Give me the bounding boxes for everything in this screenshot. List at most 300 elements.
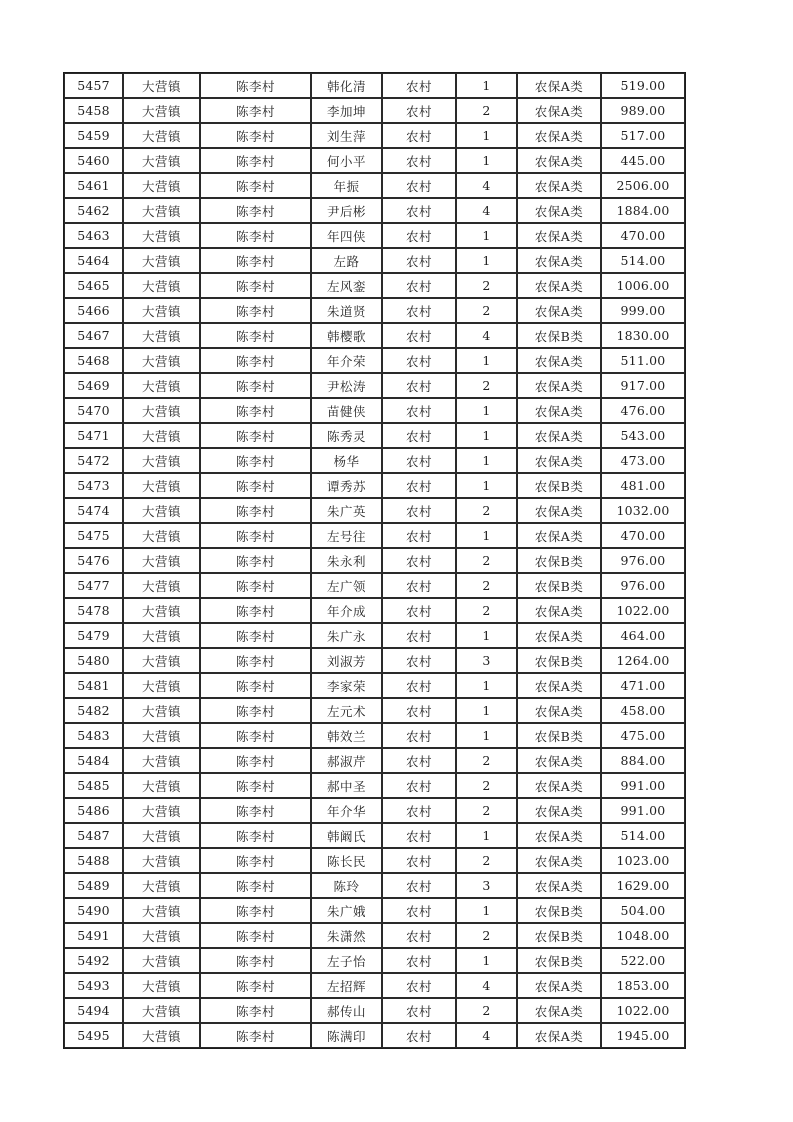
table-row bbox=[64, 798, 685, 823]
cell-insurance-category: 农保A类 bbox=[517, 173, 601, 198]
cell-person-count: 1 bbox=[456, 623, 517, 648]
cell-residence-type: 农村 bbox=[382, 323, 456, 348]
cell-insurance-category: 农保A类 bbox=[517, 348, 601, 373]
cell-residence-type: 农村 bbox=[382, 748, 456, 773]
cell-insurance-category: 农保A类 bbox=[517, 398, 601, 423]
cell-person-name: 韩效兰 bbox=[311, 723, 382, 748]
cell-amount: 976.00 bbox=[601, 573, 685, 598]
cell-serial-number: 5491 bbox=[64, 923, 123, 948]
cell-insurance-category: 农保A类 bbox=[517, 448, 601, 473]
cell-amount: 884.00 bbox=[601, 748, 685, 773]
cell-person-name: 尹松涛 bbox=[311, 373, 382, 398]
cell-village: 陈李村 bbox=[200, 598, 311, 623]
cell-person-count: 1 bbox=[456, 123, 517, 148]
cell-residence-type: 农村 bbox=[382, 723, 456, 748]
cell-insurance-category: 农保A类 bbox=[517, 73, 601, 98]
cell-person-count: 2 bbox=[456, 498, 517, 523]
cell-serial-number: 5459 bbox=[64, 123, 123, 148]
cell-person-name: 左广领 bbox=[311, 573, 382, 598]
cell-residence-type: 农村 bbox=[382, 473, 456, 498]
cell-village: 陈李村 bbox=[200, 848, 311, 873]
cell-amount: 2506.00 bbox=[601, 173, 685, 198]
cell-person-count: 2 bbox=[456, 798, 517, 823]
cell-insurance-category: 农保B类 bbox=[517, 548, 601, 573]
cell-person-name: 年介华 bbox=[311, 798, 382, 823]
cell-residence-type: 农村 bbox=[382, 848, 456, 873]
cell-insurance-category: 农保A类 bbox=[517, 748, 601, 773]
cell-residence-type: 农村 bbox=[382, 398, 456, 423]
cell-village: 陈李村 bbox=[200, 873, 311, 898]
cell-person-count: 1 bbox=[456, 348, 517, 373]
cell-village: 陈李村 bbox=[200, 73, 311, 98]
table-row bbox=[64, 473, 685, 498]
cell-insurance-category: 农保A类 bbox=[517, 523, 601, 548]
cell-village: 陈李村 bbox=[200, 323, 311, 348]
table-row bbox=[64, 923, 685, 948]
cell-person-name: 李家荣 bbox=[311, 673, 382, 698]
cell-person-count: 1 bbox=[456, 398, 517, 423]
cell-serial-number: 5471 bbox=[64, 423, 123, 448]
cell-residence-type: 农村 bbox=[382, 698, 456, 723]
cell-person-name: 陈玲 bbox=[311, 873, 382, 898]
cell-person-name: 郝中圣 bbox=[311, 773, 382, 798]
cell-town: 大营镇 bbox=[123, 948, 200, 973]
cell-residence-type: 农村 bbox=[382, 348, 456, 373]
cell-residence-type: 农村 bbox=[382, 923, 456, 948]
cell-amount: 1032.00 bbox=[601, 498, 685, 523]
cell-insurance-category: 农保A类 bbox=[517, 848, 601, 873]
table-row bbox=[64, 848, 685, 873]
cell-person-name: 郝淑芹 bbox=[311, 748, 382, 773]
table-row bbox=[64, 648, 685, 673]
cell-person-name: 年振 bbox=[311, 173, 382, 198]
table-row bbox=[64, 1023, 685, 1048]
table-row bbox=[64, 148, 685, 173]
cell-person-name: 何小平 bbox=[311, 148, 382, 173]
table-row bbox=[64, 348, 685, 373]
cell-serial-number: 5495 bbox=[64, 1023, 123, 1048]
cell-village: 陈李村 bbox=[200, 248, 311, 273]
cell-village: 陈李村 bbox=[200, 773, 311, 798]
cell-town: 大营镇 bbox=[123, 798, 200, 823]
cell-person-count: 1 bbox=[456, 698, 517, 723]
cell-insurance-category: 农保B类 bbox=[517, 898, 601, 923]
cell-town: 大营镇 bbox=[123, 173, 200, 198]
cell-amount: 514.00 bbox=[601, 823, 685, 848]
cell-person-name: 谭秀苏 bbox=[311, 473, 382, 498]
cell-person-count: 1 bbox=[456, 73, 517, 98]
cell-amount: 481.00 bbox=[601, 473, 685, 498]
cell-residence-type: 农村 bbox=[382, 648, 456, 673]
cell-amount: 476.00 bbox=[601, 398, 685, 423]
cell-insurance-category: 农保A类 bbox=[517, 823, 601, 848]
cell-person-name: 左号往 bbox=[311, 523, 382, 548]
cell-person-name: 左招辉 bbox=[311, 973, 382, 998]
cell-insurance-category: 农保A类 bbox=[517, 123, 601, 148]
cell-village: 陈李村 bbox=[200, 698, 311, 723]
cell-person-count: 4 bbox=[456, 323, 517, 348]
cell-amount: 475.00 bbox=[601, 723, 685, 748]
cell-person-name: 朱广永 bbox=[311, 623, 382, 648]
cell-insurance-category: 农保A类 bbox=[517, 423, 601, 448]
cell-town: 大营镇 bbox=[123, 423, 200, 448]
cell-village: 陈李村 bbox=[200, 798, 311, 823]
cell-person-name: 朱永利 bbox=[311, 548, 382, 573]
cell-person-count: 2 bbox=[456, 273, 517, 298]
cell-town: 大营镇 bbox=[123, 223, 200, 248]
insurance-roster-table bbox=[63, 72, 686, 1049]
cell-person-name: 韩樱歌 bbox=[311, 323, 382, 348]
table-row bbox=[64, 823, 685, 848]
cell-town: 大营镇 bbox=[123, 498, 200, 523]
cell-village: 陈李村 bbox=[200, 448, 311, 473]
table-row bbox=[64, 673, 685, 698]
cell-serial-number: 5484 bbox=[64, 748, 123, 773]
cell-amount: 1022.00 bbox=[601, 998, 685, 1023]
cell-person-count: 2 bbox=[456, 848, 517, 873]
cell-person-name: 苗健侠 bbox=[311, 398, 382, 423]
table-row bbox=[64, 198, 685, 223]
cell-amount: 543.00 bbox=[601, 423, 685, 448]
cell-serial-number: 5461 bbox=[64, 173, 123, 198]
cell-amount: 1884.00 bbox=[601, 198, 685, 223]
cell-town: 大营镇 bbox=[123, 648, 200, 673]
cell-person-count: 2 bbox=[456, 998, 517, 1023]
cell-insurance-category: 农保A类 bbox=[517, 598, 601, 623]
cell-town: 大营镇 bbox=[123, 448, 200, 473]
cell-amount: 991.00 bbox=[601, 773, 685, 798]
cell-person-count: 1 bbox=[456, 148, 517, 173]
cell-residence-type: 农村 bbox=[382, 598, 456, 623]
cell-village: 陈李村 bbox=[200, 973, 311, 998]
cell-residence-type: 农村 bbox=[382, 448, 456, 473]
cell-insurance-category: 农保B类 bbox=[517, 323, 601, 348]
cell-village: 陈李村 bbox=[200, 648, 311, 673]
table-row bbox=[64, 873, 685, 898]
cell-village: 陈李村 bbox=[200, 423, 311, 448]
cell-amount: 517.00 bbox=[601, 123, 685, 148]
cell-town: 大营镇 bbox=[123, 523, 200, 548]
cell-town: 大营镇 bbox=[123, 98, 200, 123]
cell-serial-number: 5468 bbox=[64, 348, 123, 373]
cell-person-name: 朱广英 bbox=[311, 498, 382, 523]
cell-person-count: 2 bbox=[456, 373, 517, 398]
cell-serial-number: 5476 bbox=[64, 548, 123, 573]
cell-amount: 511.00 bbox=[601, 348, 685, 373]
cell-insurance-category: 农保B类 bbox=[517, 473, 601, 498]
cell-amount: 1853.00 bbox=[601, 973, 685, 998]
cell-village: 陈李村 bbox=[200, 573, 311, 598]
cell-village: 陈李村 bbox=[200, 623, 311, 648]
cell-amount: 917.00 bbox=[601, 373, 685, 398]
cell-person-name: 李加坤 bbox=[311, 98, 382, 123]
cell-insurance-category: 农保A类 bbox=[517, 773, 601, 798]
cell-person-count: 3 bbox=[456, 648, 517, 673]
cell-insurance-category: 农保B类 bbox=[517, 648, 601, 673]
cell-serial-number: 5464 bbox=[64, 248, 123, 273]
cell-person-count: 4 bbox=[456, 173, 517, 198]
cell-insurance-category: 农保A类 bbox=[517, 198, 601, 223]
cell-residence-type: 农村 bbox=[382, 248, 456, 273]
cell-residence-type: 农村 bbox=[382, 823, 456, 848]
cell-amount: 1629.00 bbox=[601, 873, 685, 898]
cell-town: 大营镇 bbox=[123, 248, 200, 273]
cell-town: 大营镇 bbox=[123, 348, 200, 373]
table-row bbox=[64, 773, 685, 798]
cell-amount: 514.00 bbox=[601, 248, 685, 273]
cell-amount: 989.00 bbox=[601, 98, 685, 123]
cell-residence-type: 农村 bbox=[382, 948, 456, 973]
cell-insurance-category: 农保A类 bbox=[517, 273, 601, 298]
cell-village: 陈李村 bbox=[200, 473, 311, 498]
cell-person-count: 1 bbox=[456, 948, 517, 973]
cell-town: 大营镇 bbox=[123, 373, 200, 398]
cell-town: 大营镇 bbox=[123, 973, 200, 998]
cell-insurance-category: 农保A类 bbox=[517, 623, 601, 648]
cell-person-name: 朱道贤 bbox=[311, 298, 382, 323]
cell-amount: 1006.00 bbox=[601, 273, 685, 298]
cell-town: 大营镇 bbox=[123, 473, 200, 498]
cell-amount: 471.00 bbox=[601, 673, 685, 698]
cell-person-count: 2 bbox=[456, 298, 517, 323]
cell-amount: 991.00 bbox=[601, 798, 685, 823]
cell-insurance-category: 农保A类 bbox=[517, 98, 601, 123]
cell-residence-type: 农村 bbox=[382, 873, 456, 898]
cell-amount: 1023.00 bbox=[601, 848, 685, 873]
cell-amount: 470.00 bbox=[601, 523, 685, 548]
cell-serial-number: 5472 bbox=[64, 448, 123, 473]
cell-residence-type: 农村 bbox=[382, 123, 456, 148]
table-row bbox=[64, 298, 685, 323]
cell-serial-number: 5475 bbox=[64, 523, 123, 548]
cell-person-count: 3 bbox=[456, 873, 517, 898]
table-row bbox=[64, 448, 685, 473]
cell-insurance-category: 农保A类 bbox=[517, 873, 601, 898]
cell-residence-type: 农村 bbox=[382, 98, 456, 123]
cell-serial-number: 5462 bbox=[64, 198, 123, 223]
cell-serial-number: 5469 bbox=[64, 373, 123, 398]
cell-person-count: 1 bbox=[456, 473, 517, 498]
cell-town: 大营镇 bbox=[123, 873, 200, 898]
cell-insurance-category: 农保A类 bbox=[517, 298, 601, 323]
cell-town: 大营镇 bbox=[123, 273, 200, 298]
table-row bbox=[64, 498, 685, 523]
table-row bbox=[64, 423, 685, 448]
cell-person-count: 2 bbox=[456, 748, 517, 773]
cell-town: 大营镇 bbox=[123, 773, 200, 798]
cell-insurance-category: 农保A类 bbox=[517, 973, 601, 998]
cell-person-name: 韩阚氏 bbox=[311, 823, 382, 848]
cell-town: 大营镇 bbox=[123, 1023, 200, 1048]
cell-person-name: 左风銮 bbox=[311, 273, 382, 298]
cell-serial-number: 5460 bbox=[64, 148, 123, 173]
cell-residence-type: 农村 bbox=[382, 973, 456, 998]
cell-village: 陈李村 bbox=[200, 823, 311, 848]
cell-residence-type: 农村 bbox=[382, 898, 456, 923]
cell-town: 大营镇 bbox=[123, 123, 200, 148]
cell-town: 大营镇 bbox=[123, 748, 200, 773]
cell-residence-type: 农村 bbox=[382, 798, 456, 823]
cell-town: 大营镇 bbox=[123, 323, 200, 348]
cell-person-name: 左元术 bbox=[311, 698, 382, 723]
cell-serial-number: 5477 bbox=[64, 573, 123, 598]
cell-village: 陈李村 bbox=[200, 398, 311, 423]
cell-residence-type: 农村 bbox=[382, 1023, 456, 1048]
table-row bbox=[64, 98, 685, 123]
cell-village: 陈李村 bbox=[200, 923, 311, 948]
cell-residence-type: 农村 bbox=[382, 173, 456, 198]
cell-insurance-category: 农保A类 bbox=[517, 698, 601, 723]
cell-village: 陈李村 bbox=[200, 523, 311, 548]
cell-serial-number: 5466 bbox=[64, 298, 123, 323]
cell-person-name: 左子怡 bbox=[311, 948, 382, 973]
cell-village: 陈李村 bbox=[200, 1023, 311, 1048]
cell-serial-number: 5487 bbox=[64, 823, 123, 848]
cell-village: 陈李村 bbox=[200, 548, 311, 573]
cell-amount: 522.00 bbox=[601, 948, 685, 973]
cell-village: 陈李村 bbox=[200, 98, 311, 123]
table-body bbox=[64, 73, 685, 1048]
cell-person-name: 刘生萍 bbox=[311, 123, 382, 148]
cell-serial-number: 5465 bbox=[64, 273, 123, 298]
cell-amount: 1830.00 bbox=[601, 323, 685, 348]
cell-person-count: 2 bbox=[456, 98, 517, 123]
cell-person-count: 1 bbox=[456, 448, 517, 473]
cell-serial-number: 5485 bbox=[64, 773, 123, 798]
cell-person-count: 1 bbox=[456, 223, 517, 248]
cell-person-name: 年介荣 bbox=[311, 348, 382, 373]
cell-amount: 1264.00 bbox=[601, 648, 685, 673]
cell-insurance-category: 农保A类 bbox=[517, 798, 601, 823]
cell-residence-type: 农村 bbox=[382, 673, 456, 698]
cell-town: 大营镇 bbox=[123, 823, 200, 848]
table-row bbox=[64, 748, 685, 773]
cell-insurance-category: 农保B类 bbox=[517, 923, 601, 948]
cell-town: 大营镇 bbox=[123, 548, 200, 573]
cell-village: 陈李村 bbox=[200, 148, 311, 173]
table-row bbox=[64, 548, 685, 573]
cell-serial-number: 5470 bbox=[64, 398, 123, 423]
cell-person-name: 刘淑芳 bbox=[311, 648, 382, 673]
cell-person-name: 年四侠 bbox=[311, 223, 382, 248]
cell-town: 大营镇 bbox=[123, 298, 200, 323]
cell-serial-number: 5480 bbox=[64, 648, 123, 673]
cell-person-count: 1 bbox=[456, 523, 517, 548]
cell-serial-number: 5494 bbox=[64, 998, 123, 1023]
cell-village: 陈李村 bbox=[200, 298, 311, 323]
cell-person-count: 2 bbox=[456, 548, 517, 573]
table-row bbox=[64, 223, 685, 248]
cell-person-name: 陈长民 bbox=[311, 848, 382, 873]
cell-village: 陈李村 bbox=[200, 223, 311, 248]
cell-village: 陈李村 bbox=[200, 373, 311, 398]
cell-town: 大营镇 bbox=[123, 723, 200, 748]
cell-insurance-category: 农保A类 bbox=[517, 373, 601, 398]
cell-amount: 470.00 bbox=[601, 223, 685, 248]
cell-person-name: 郝传山 bbox=[311, 998, 382, 1023]
cell-town: 大营镇 bbox=[123, 923, 200, 948]
cell-person-count: 1 bbox=[456, 423, 517, 448]
cell-residence-type: 农村 bbox=[382, 498, 456, 523]
cell-village: 陈李村 bbox=[200, 748, 311, 773]
cell-person-name: 陈满印 bbox=[311, 1023, 382, 1048]
cell-amount: 1945.00 bbox=[601, 1023, 685, 1048]
cell-person-count: 1 bbox=[456, 248, 517, 273]
cell-person-name: 尹后彬 bbox=[311, 198, 382, 223]
cell-residence-type: 农村 bbox=[382, 423, 456, 448]
cell-town: 大营镇 bbox=[123, 673, 200, 698]
cell-village: 陈李村 bbox=[200, 673, 311, 698]
cell-person-count: 1 bbox=[456, 673, 517, 698]
cell-residence-type: 农村 bbox=[382, 148, 456, 173]
cell-person-count: 1 bbox=[456, 723, 517, 748]
table-row bbox=[64, 998, 685, 1023]
cell-person-count: 4 bbox=[456, 973, 517, 998]
cell-insurance-category: 农保B类 bbox=[517, 723, 601, 748]
cell-amount: 445.00 bbox=[601, 148, 685, 173]
table-row bbox=[64, 398, 685, 423]
cell-serial-number: 5490 bbox=[64, 898, 123, 923]
cell-person-count: 2 bbox=[456, 923, 517, 948]
cell-village: 陈李村 bbox=[200, 273, 311, 298]
cell-insurance-category: 农保B类 bbox=[517, 573, 601, 598]
cell-insurance-category: 农保A类 bbox=[517, 223, 601, 248]
table-row bbox=[64, 623, 685, 648]
cell-town: 大营镇 bbox=[123, 598, 200, 623]
cell-person-count: 1 bbox=[456, 823, 517, 848]
cell-insurance-category: 农保B类 bbox=[517, 948, 601, 973]
cell-person-count: 2 bbox=[456, 773, 517, 798]
cell-person-count: 4 bbox=[456, 198, 517, 223]
cell-serial-number: 5481 bbox=[64, 673, 123, 698]
cell-village: 陈李村 bbox=[200, 998, 311, 1023]
cell-serial-number: 5458 bbox=[64, 98, 123, 123]
table-row bbox=[64, 123, 685, 148]
cell-serial-number: 5473 bbox=[64, 473, 123, 498]
table-row bbox=[64, 73, 685, 98]
cell-town: 大营镇 bbox=[123, 198, 200, 223]
cell-residence-type: 农村 bbox=[382, 773, 456, 798]
table-row bbox=[64, 523, 685, 548]
table-row bbox=[64, 598, 685, 623]
cell-amount: 458.00 bbox=[601, 698, 685, 723]
cell-serial-number: 5457 bbox=[64, 73, 123, 98]
cell-insurance-category: 农保A类 bbox=[517, 148, 601, 173]
cell-serial-number: 5488 bbox=[64, 848, 123, 873]
cell-town: 大营镇 bbox=[123, 73, 200, 98]
cell-village: 陈李村 bbox=[200, 173, 311, 198]
cell-residence-type: 农村 bbox=[382, 73, 456, 98]
cell-serial-number: 5492 bbox=[64, 948, 123, 973]
cell-village: 陈李村 bbox=[200, 348, 311, 373]
cell-residence-type: 农村 bbox=[382, 548, 456, 573]
cell-amount: 464.00 bbox=[601, 623, 685, 648]
cell-amount: 1022.00 bbox=[601, 598, 685, 623]
cell-person-name: 朱潇然 bbox=[311, 923, 382, 948]
cell-serial-number: 5489 bbox=[64, 873, 123, 898]
cell-amount: 473.00 bbox=[601, 448, 685, 473]
table-row bbox=[64, 248, 685, 273]
cell-village: 陈李村 bbox=[200, 948, 311, 973]
table-row bbox=[64, 723, 685, 748]
cell-insurance-category: 农保A类 bbox=[517, 1023, 601, 1048]
cell-person-name: 韩化清 bbox=[311, 73, 382, 98]
cell-residence-type: 农村 bbox=[382, 623, 456, 648]
cell-town: 大营镇 bbox=[123, 623, 200, 648]
table-row bbox=[64, 323, 685, 348]
table-row bbox=[64, 973, 685, 998]
cell-residence-type: 农村 bbox=[382, 523, 456, 548]
